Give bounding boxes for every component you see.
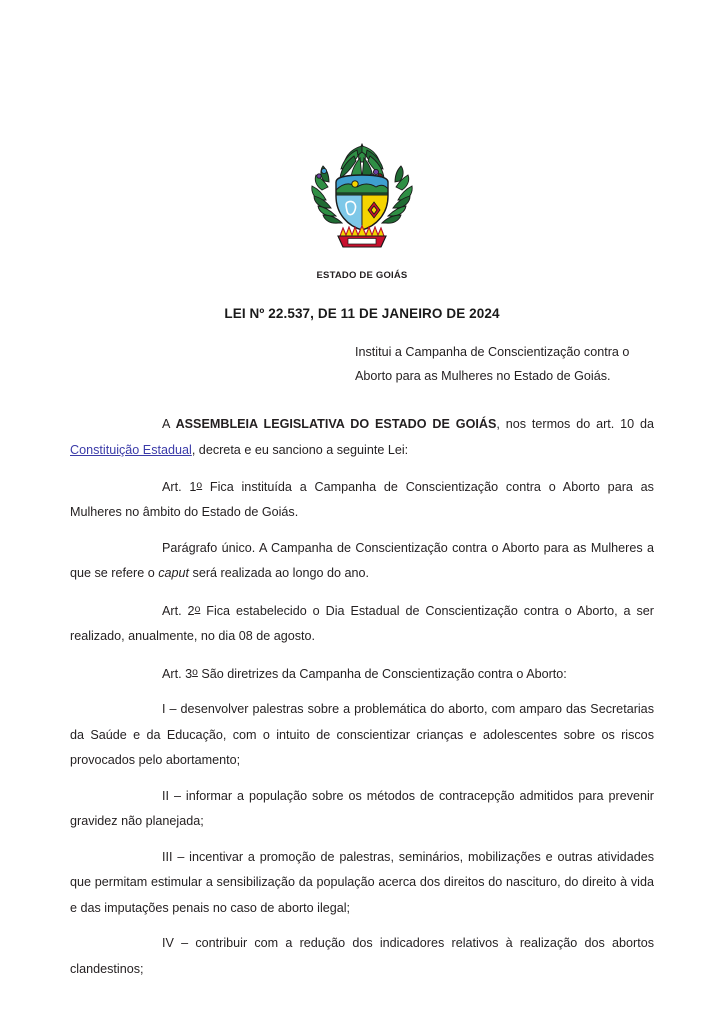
item-ii-numeral: II	[162, 788, 169, 803]
coat-of-arms-emblem	[0, 138, 724, 248]
ementa-line-2: Aborto para as Mulheres no Estado de Goiás.	[355, 369, 611, 383]
article-1-paragraph	[70, 473, 654, 526]
article-3-text: São diretrizes da Campanha de Conscientização contra o Aborto:	[197, 666, 567, 681]
item-i-text: – desenvolver palestras sobre a problemática do aborto, com amparo das Secretarias da Saúde e da Educação, com o intuito de conscientizar crianças e adolescentes sobre os riscos provocados pelo abortamento;	[70, 702, 654, 768]
law-title: LEI Nº 22.537, DE 11 DE JANEIRO DE 2024	[224, 306, 500, 321]
article-2-ordinal: o	[194, 603, 201, 615]
article-3-paragraph	[70, 660, 654, 687]
caput-term: caput	[158, 566, 190, 581]
item-iv-numeral: IV	[162, 936, 174, 951]
article-2-paragraph	[70, 597, 654, 650]
item-iii-text: – incentivar a promoção de palestras, seminários, mobilizações e outras atividades que permitam estimular a sensibilização da população acerca dos direitos do nascituro, do direito à vida e das imputações penais no caso de aborto ilegal;	[70, 849, 654, 915]
item-iii-paragraph	[70, 845, 654, 922]
paragrafo-unico-lead: Parágrafo único. A Campanha de Conscientização contra o Aborto para as Mulheres a que se refere o	[70, 540, 654, 581]
preamble-middle: , nos termos do art. 10 da	[496, 417, 654, 431]
assembly-name: ASSEMBLEIA LEGISLATIVA DO ESTADO DE GOIÁS	[175, 417, 497, 431]
ementa-summary	[355, 340, 655, 388]
preamble-paragraph	[70, 412, 654, 463]
article-1-ordinal: o	[196, 480, 203, 491]
article-1-label: Art. 1	[162, 479, 197, 494]
article-2-label: Art. 2	[162, 603, 195, 618]
ementa-line-1: Institui a Campanha de Conscientização contra o	[355, 345, 630, 359]
item-ii-text: – informar a população sobre os métodos de contracepção admitidos para prevenir gravidez não planejada;	[70, 788, 654, 829]
preamble-tail: , decreta e eu sanciono a seguinte Lei:	[191, 442, 409, 457]
article-1-text: Fica instituída a Campanha de Conscientização contra o Aborto para as Mulheres no âmbito do Estado de Goiás.	[70, 479, 654, 520]
article-2-text: Fica estabelecido o Dia Estadual de Conscientização contra o Aborto, a ser realizado, anualmente, no dia 08 de agosto.	[70, 603, 654, 644]
item-i-paragraph	[70, 697, 654, 774]
paragrafo-unico-tail: será realizada ao longo do ano.	[189, 566, 369, 581]
paragrafo-unico-paragraph	[70, 536, 654, 587]
item-i-numeral: I	[162, 702, 166, 717]
brasao-goias-icon	[310, 138, 414, 248]
item-iii-numeral: III	[162, 849, 173, 864]
article-3-ordinal: o	[192, 666, 198, 678]
item-iv-paragraph	[70, 931, 654, 982]
preamble-lead-in: A	[162, 417, 176, 431]
item-ii-paragraph	[70, 784, 654, 835]
constituicao-estadual-link[interactable]: Constituição Estadual	[70, 442, 192, 457]
item-iv-text: – contribuir com a redução dos indicadores relativos à realização dos abortos clandestinos;	[70, 936, 654, 976]
state-heading: ESTADO DE GOIÁS	[316, 270, 408, 281]
document-body	[70, 412, 654, 982]
article-3-label: Art. 3	[162, 666, 193, 681]
